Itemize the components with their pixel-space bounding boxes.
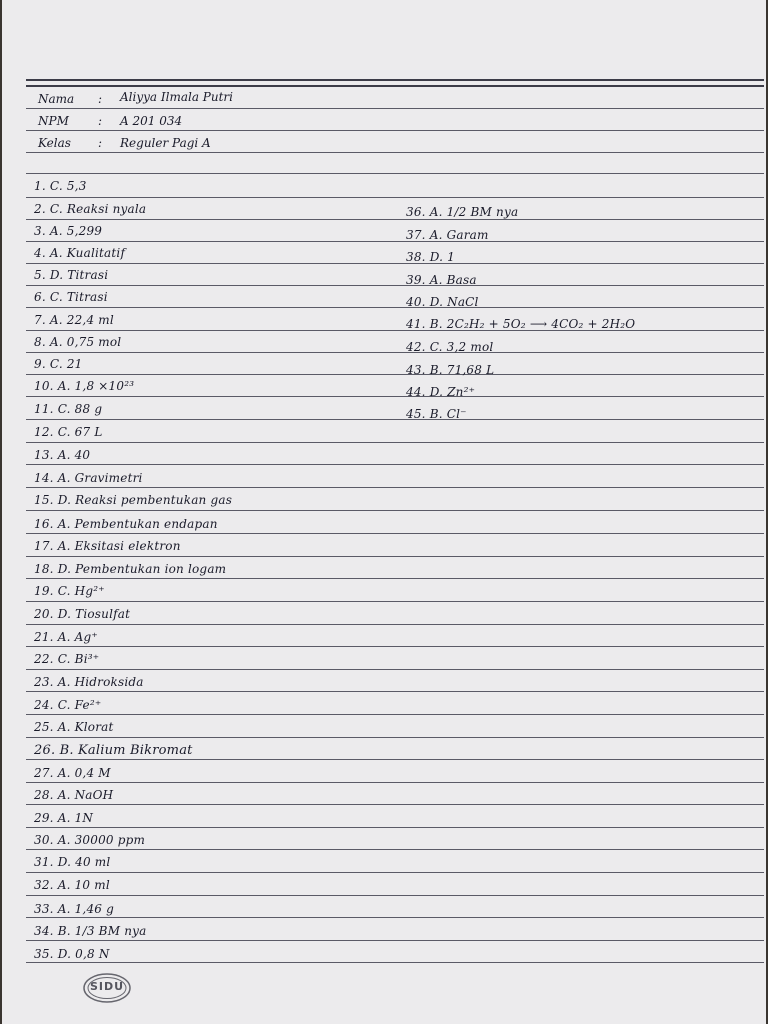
answer-4: 4. A. Kualitatif bbox=[34, 246, 126, 260]
kelas-label: Kelas bbox=[38, 136, 71, 150]
ruled-line bbox=[26, 669, 764, 670]
answer-30: 30. A. 30000 ppm bbox=[34, 833, 146, 847]
answer-39: 39. A. Basa bbox=[406, 273, 477, 287]
kelas-colon: : bbox=[98, 136, 103, 150]
ruled-line bbox=[26, 849, 764, 850]
answer-13: 13. A. 40 bbox=[34, 448, 91, 462]
ruled-line bbox=[26, 917, 764, 918]
answer-41: 41. B. 2C₂H₂ + 5O₂ ⟶ 4CO₂ + 2H₂O bbox=[406, 317, 636, 331]
answer-2: 2. C. Reaksi nyala bbox=[34, 202, 147, 216]
answer-8: 8. A. 0,75 mol bbox=[34, 335, 122, 349]
ruled-line bbox=[26, 130, 764, 131]
answer-31: 31. D. 40 ml bbox=[34, 855, 111, 869]
npm-label: NPM bbox=[38, 114, 69, 128]
answer-18: 18. D. Pembentukan ion logam bbox=[34, 562, 227, 576]
answer-29: 29. A. 1N bbox=[34, 811, 94, 825]
answer-6: 6. C. Titrasi bbox=[34, 290, 108, 304]
ruled-line bbox=[26, 464, 764, 465]
ruled-line bbox=[26, 714, 764, 715]
ruled-line bbox=[26, 872, 764, 873]
logo-text: SIDU bbox=[89, 980, 125, 993]
ruled-line bbox=[26, 263, 764, 264]
answer-5: 5. D. Titrasi bbox=[34, 268, 109, 282]
ruled-line bbox=[26, 352, 764, 353]
answer-7: 7. A. 22,4 ml bbox=[34, 313, 114, 327]
ruled-line bbox=[26, 737, 764, 738]
answer-24: 24. C. Fe²⁺ bbox=[34, 698, 102, 712]
ruled-line bbox=[26, 374, 764, 375]
ruled-line bbox=[26, 285, 764, 286]
ruled-line bbox=[26, 442, 764, 443]
ruled-line bbox=[26, 152, 764, 153]
ruled-line bbox=[26, 624, 764, 625]
answer-19: 19. C. Hg²⁺ bbox=[34, 584, 105, 598]
npm-colon: : bbox=[98, 114, 103, 128]
answer-32: 32. A. 10 ml bbox=[34, 878, 110, 892]
ruled-line bbox=[26, 691, 764, 692]
answer-3: 3. A. 5,299 bbox=[34, 224, 103, 238]
answer-16: 16. A. Pembentukan endapan bbox=[34, 517, 218, 531]
answer-21: 21. A. Ag⁺ bbox=[34, 630, 98, 644]
answer-17: 17. A. Eksitasi elektron bbox=[34, 539, 181, 553]
kelas-value: Reguler Pagi A bbox=[120, 136, 211, 150]
ruled-line bbox=[26, 487, 764, 488]
answer-38: 38. D. 1 bbox=[406, 250, 455, 264]
answer-26: 26. B. Kalium Bikromat bbox=[34, 743, 193, 758]
answer-43: 43. B. 71,68 L bbox=[406, 363, 495, 377]
ruled-line bbox=[26, 396, 764, 397]
ruled-line bbox=[26, 85, 764, 87]
answer-9: 9. C. 21 bbox=[34, 357, 83, 371]
answer-25: 25. A. Klorat bbox=[34, 720, 114, 734]
notebook-brand-logo bbox=[82, 972, 132, 1004]
ruled-line bbox=[26, 219, 764, 220]
npm-value: A 201 034 bbox=[120, 114, 183, 128]
answer-1: 1. C. 5,3 bbox=[34, 179, 87, 193]
answer-45: 45. B. Cl⁻ bbox=[406, 407, 467, 421]
answer-37: 37. A. Garam bbox=[406, 228, 489, 242]
ruled-line bbox=[26, 108, 764, 109]
ruled-line bbox=[26, 556, 764, 557]
answer-35: 35. D. 0,8 N bbox=[34, 947, 110, 961]
answer-11: 11. C. 88 g bbox=[34, 402, 103, 416]
notebook-page bbox=[2, 0, 766, 1024]
ruled-line bbox=[26, 330, 764, 331]
ruled-line bbox=[26, 782, 764, 783]
ruled-line bbox=[26, 510, 764, 511]
ruled-line bbox=[26, 646, 764, 647]
ruled-line bbox=[26, 197, 764, 198]
ruled-line bbox=[26, 578, 764, 579]
answer-34: 34. B. 1/3 BM nya bbox=[34, 924, 147, 938]
answer-36: 36. A. 1/2 BM nya bbox=[406, 205, 519, 219]
answer-20: 20. D. Tiosulfat bbox=[34, 607, 131, 621]
ruled-line bbox=[26, 601, 764, 602]
ruled-line bbox=[26, 895, 764, 896]
nama-colon: : bbox=[98, 92, 103, 106]
answer-40: 40. D. NaCl bbox=[406, 295, 479, 309]
ruled-line bbox=[26, 307, 764, 308]
answer-28: 28. A. NaOH bbox=[34, 788, 114, 802]
answer-22: 22. C. Bi³⁺ bbox=[34, 652, 100, 666]
ruled-line bbox=[26, 419, 764, 420]
answer-10: 10. A. 1,8 ×10²³ bbox=[34, 379, 135, 393]
answer-15: 15. D. Reaksi pembentukan gas bbox=[34, 493, 233, 507]
ruled-line bbox=[26, 827, 764, 828]
answer-23: 23. A. Hidroksida bbox=[34, 675, 144, 689]
answer-33: 33. A. 1,46 g bbox=[34, 902, 115, 916]
nama-value: Aliyya Ilmala Putri bbox=[120, 90, 233, 104]
nama-label: Nama bbox=[38, 92, 75, 106]
ruled-line bbox=[26, 173, 764, 174]
ruled-line bbox=[26, 804, 764, 805]
answer-12: 12. C. 67 L bbox=[34, 425, 103, 439]
ruled-line bbox=[26, 759, 764, 760]
ruled-line bbox=[26, 533, 764, 534]
answer-27: 27. A. 0,4 M bbox=[34, 766, 111, 780]
ruled-line bbox=[26, 79, 764, 81]
ruled-line bbox=[26, 962, 764, 963]
answer-14: 14. A. Gravimetri bbox=[34, 471, 143, 485]
answer-44: 44. D. Zn²⁺ bbox=[406, 385, 476, 399]
ruled-line bbox=[26, 940, 764, 941]
answer-42: 42. C. 3,2 mol bbox=[406, 340, 494, 354]
ruled-line bbox=[26, 241, 764, 242]
